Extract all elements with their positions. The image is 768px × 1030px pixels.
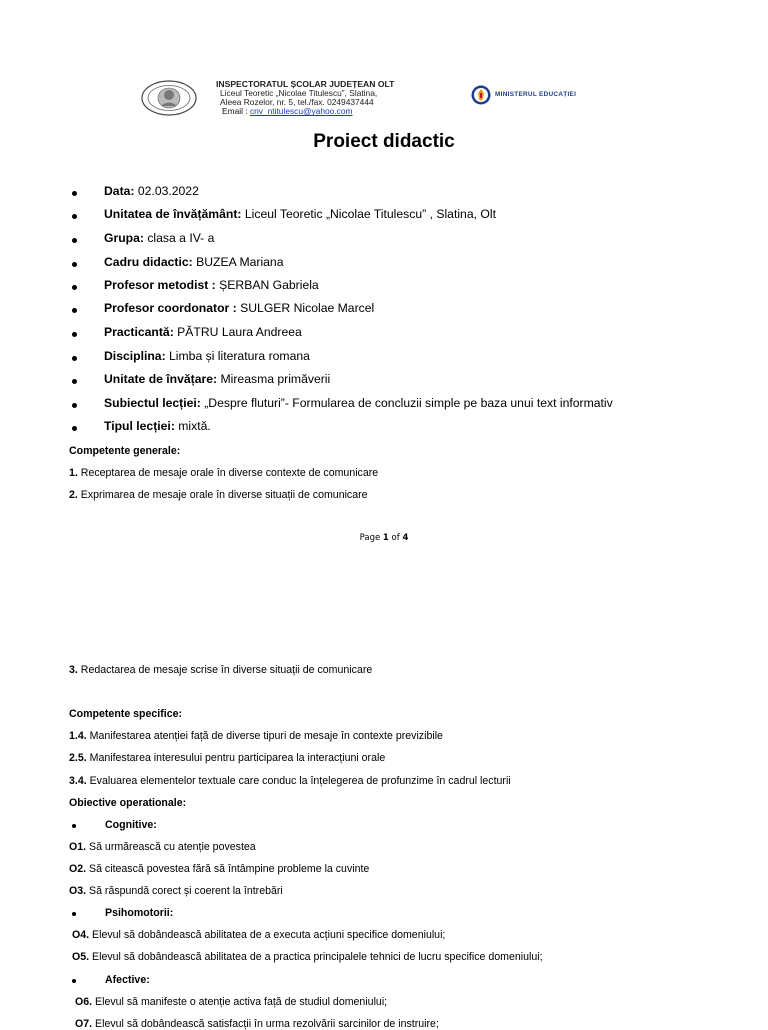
- item-text: Să urmărească cu atenție povestea: [86, 841, 256, 853]
- school-header: [216, 80, 394, 116]
- item-text: Receptarea de mesaje orale în diverse contexte de comunicare: [77, 467, 379, 479]
- ministry-name: MINISTERUL EDUCAȚIEI: [495, 91, 577, 98]
- bullet: [72, 332, 77, 337]
- competenta-specifica-1-4: [69, 730, 443, 742]
- item-number: O3.: [69, 885, 87, 897]
- field-value: SULGER Nicolae Marcel: [236, 301, 375, 315]
- bullet: [72, 191, 77, 196]
- bullet: [72, 356, 77, 361]
- competenta-generala-1: [69, 467, 378, 479]
- objective-o4: [72, 929, 445, 941]
- bullet: [72, 426, 77, 431]
- subsection-label: Cognitive:: [105, 819, 157, 831]
- bullet: [72, 285, 77, 290]
- bullet: [72, 379, 77, 384]
- item-text: Să citească povestea fără să întâmpine probleme la cuvinte: [86, 863, 370, 875]
- bullet: [72, 912, 76, 916]
- item-text: Redactarea de mesaje scrise în diverse situații de comunicare: [77, 664, 373, 676]
- item-number: 1.: [69, 467, 78, 479]
- competente-generale-heading: Competente generale:: [69, 445, 181, 457]
- field-label: Cadru didactic:: [104, 255, 193, 269]
- bullet: [72, 824, 76, 828]
- field-value: PĂTRU Laura Andreea: [173, 325, 302, 339]
- page-total: 4: [402, 533, 409, 543]
- objective-o5: [72, 951, 543, 963]
- field-label: Grupa:: [104, 231, 144, 245]
- field-label: Profesor metodist :: [104, 278, 216, 292]
- item-number: 2.5.: [69, 752, 87, 764]
- bullet: [72, 979, 76, 983]
- subsection-label: Psihomotorii:: [105, 907, 174, 919]
- objective-o1: [69, 841, 256, 853]
- school-seal-logo: [141, 80, 197, 116]
- bullet: [72, 238, 77, 243]
- bullet: [72, 214, 77, 219]
- field-value: Liceul Teoretic „Nicolae Titulescu” , Slatina, Olt: [241, 207, 496, 221]
- item-number: O5.: [72, 951, 90, 963]
- field-label: Unitatea de învățământ:: [104, 207, 242, 221]
- field-label: Profesor coordonator :: [104, 301, 237, 315]
- item-text: Manifestarea atenției față de diverse tipuri de mesaje în contexte previzibile: [86, 730, 443, 742]
- item-text: Elevul să dobândească abilitatea de a practica principalele tehnici de lucru specifice domeniului;: [89, 951, 543, 963]
- field-value: mixtă.: [174, 419, 211, 433]
- school-address: Aleea Rozelor, nr. 5, tel./fax. 0249437444: [220, 97, 374, 108]
- field-label: Practicantă:: [104, 325, 174, 339]
- field-label: Unitate de învățare:: [104, 372, 218, 386]
- item-number: 3.4.: [69, 775, 87, 787]
- competente-specifice-heading: Competente specifice:: [69, 708, 183, 720]
- item-number: 2.: [69, 489, 78, 501]
- page-current: 1: [382, 533, 389, 543]
- competenta-generala-2: [69, 489, 368, 501]
- field-value: clasa a IV- a: [143, 231, 215, 245]
- field-value: Limba și literatura romana: [165, 349, 310, 363]
- page-of: of: [388, 533, 403, 543]
- field-label: Data:: [104, 184, 135, 198]
- school-email: [216, 107, 394, 116]
- item-number: O4.: [72, 929, 90, 941]
- item-text: Evaluarea elementelor textuale care conduc la înțelegerea de profunzime în cadrul lecturii: [86, 775, 511, 787]
- item-number: O6.: [75, 996, 93, 1008]
- item-number: O2.: [69, 863, 87, 875]
- field-label: Disciplina:: [104, 349, 166, 363]
- inspectorate-name: INSPECTORATUL ȘCOLAR JUDEȚEAN OLT: [216, 79, 395, 89]
- field-value: 02.03.2022: [134, 184, 199, 198]
- item-number: 3.: [69, 664, 78, 676]
- page-title: Proiect didactic: [313, 131, 455, 152]
- bullet: [72, 308, 77, 313]
- item-text: Exprimarea de mesaje orale în diverse situații de comunicare: [77, 489, 368, 501]
- item-text: Manifestarea interesului pentru participarea la interacțiuni orale: [86, 752, 386, 764]
- bullet: [72, 262, 77, 267]
- item-number: O7.: [75, 1018, 93, 1030]
- ministry-emblem-icon: [471, 85, 491, 105]
- item-number: O1.: [69, 841, 87, 853]
- competenta-specifica-2-5: [69, 752, 385, 764]
- item-text: Elevul să dobândească abilitatea de a executa acțiuni specifice domeniului;: [89, 929, 446, 941]
- field-value: Mireasma primăverii: [217, 372, 331, 386]
- obiective-heading: Obiective operationale:: [69, 797, 187, 809]
- field-label: Tipul lecției:: [104, 419, 175, 433]
- field-value: „Despre fluturi”- Formularea de concluzii simple pe baza unui text informativ: [200, 396, 613, 410]
- item-text: Elevul să manifeste o atenție activa față de studiul domeniului;: [92, 996, 388, 1008]
- competenta-generala-3: [69, 664, 372, 676]
- bullet: [72, 403, 77, 408]
- subsection-label: Afective:: [105, 974, 150, 986]
- page-number: [0, 533, 768, 543]
- item-text: Să răspundă corect și coerent la întrebări: [86, 885, 283, 897]
- page-prefix: Page: [359, 533, 383, 543]
- objective-o2: [69, 863, 369, 875]
- email-label: Email :: [222, 106, 250, 117]
- field-value: BUZEA Mariana: [192, 255, 284, 269]
- objective-o3: [69, 885, 283, 897]
- competenta-specifica-3-4: [69, 775, 511, 787]
- objective-o6: [75, 996, 387, 1008]
- school-name: Liceul Teoretic „Nicolae Titulescu”, Slatina,: [220, 88, 378, 99]
- field-label: Subiectul lecției:: [104, 396, 201, 410]
- email-link[interactable]: cnv_ntitulescu@yahoo.com: [249, 106, 353, 117]
- field-value: ȘERBAN Gabriela: [215, 278, 319, 292]
- objective-o7: [75, 1018, 439, 1030]
- item-number: 1.4.: [69, 730, 87, 742]
- item-text: Elevul să dobândească satisfacții în urma rezolvării sarcinilor de instruire;: [92, 1018, 439, 1030]
